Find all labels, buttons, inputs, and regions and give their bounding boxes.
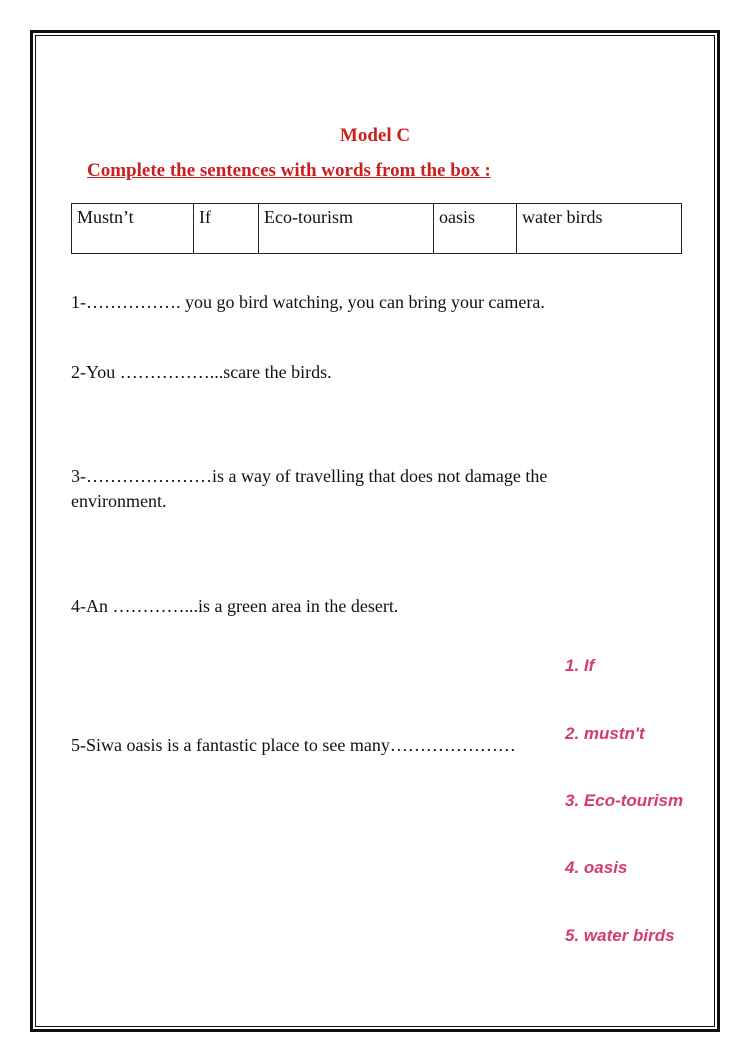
page-border-inner [35,35,715,1027]
page-title: Model C [339,125,411,146]
word-box-cell: If [194,204,259,254]
question-3: 3-…………………is a way of travelling that does not damage the environment. [71,466,548,511]
question-2: 2-You ……………...scare the birds. [71,362,332,382]
answer-5: 5. water birds [565,926,675,945]
word-box-cell: oasis [434,204,517,254]
word-box-cell: water birds [517,204,682,254]
answer-1: 1. If [565,656,595,675]
answer-2: 2. mustn't [565,724,645,743]
answer-3: 3. Eco-tourism [565,791,684,810]
word-box-cell: Eco-tourism [259,204,434,254]
word-box-table [71,203,682,254]
question-1: 1-……………. you go bird watching, you can bring your camera. [71,292,545,312]
question-4: 4-An …………...is a green area in the desert. [71,596,399,616]
question-5: 5-Siwa oasis is a fantastic place to see many………………… [71,735,516,755]
instruction-heading: Complete the sentences with words from the box : [87,160,491,181]
word-box-row [72,204,682,254]
word-box-cell: Mustn’t [72,204,194,254]
answer-4: 4. oasis [565,858,628,877]
